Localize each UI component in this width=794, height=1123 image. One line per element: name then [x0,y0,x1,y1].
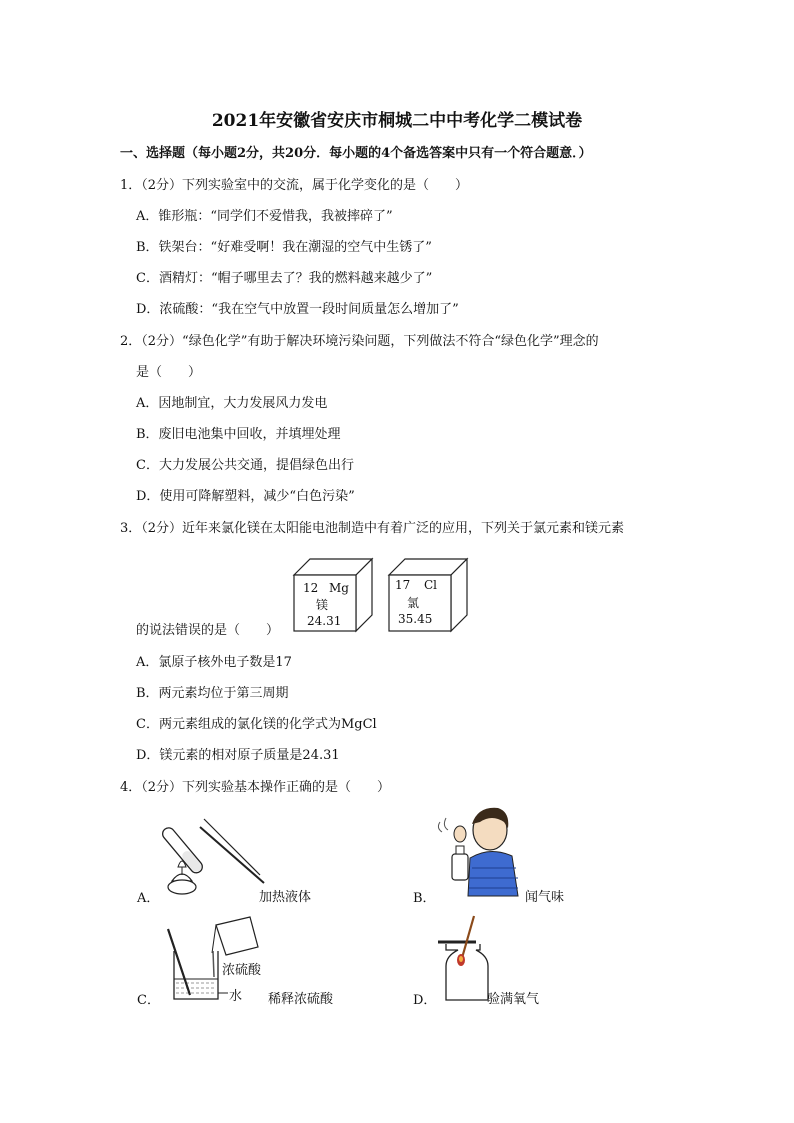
heating-liquid-illustration [160,805,270,897]
smelling-gas-illustration [432,800,524,898]
question-4-stem: 4．（2分）下列实验基本操作正确的是（ ） [120,780,391,795]
q3-option-a: A．氯原子核外电子数是17 [136,655,292,670]
mg-atomic-mass: 24.31 [307,614,342,628]
cl-symbol: Cl [424,578,438,592]
q1-option-c: C．酒精灯：“帽子哪里去了？我的燃料越来越少了” [136,271,433,286]
q3-option-c: C．两元素组成的氯化镁的化学式为MgCl [136,717,377,732]
option-d-caption: 验满氧气 [487,992,540,1007]
option-a-letter: A． [137,891,160,906]
cl-atomic-number: 17 [395,578,411,592]
cl-atomic-mass: 35.45 [398,612,433,626]
option-c-caption: 稀释浓硫酸 [268,992,334,1007]
question-3-stem: 3．（2分）近年来氯化镁在太阳能电池制造中有着广泛的应用，下列关于氯元素和镁元素 [120,521,625,536]
option-b-letter: B． [413,891,436,906]
water-label: 水 [229,989,243,1004]
exam-title: 2021年安徽省安庆市桐城二中中考化学二模试卷 [211,111,583,131]
mg-name: 镁 [316,598,329,612]
diluting-acid-illustration [160,915,270,1005]
acid-label: 浓硫酸 [222,963,262,978]
q3-option-b: B．两元素均位于第三周期 [136,686,289,701]
q2-option-c: C．大力发展公共交通，提倡绿色出行 [136,458,354,473]
option-b-caption: 闻气味 [525,890,565,905]
mg-atomic-number: 12 [303,581,319,595]
mg-symbol: Mg [329,581,349,595]
option-d-letter: D． [413,993,437,1008]
q3-option-d: D．镁元素的相对原子质量是24.31 [136,748,340,763]
section-heading: 一、选择题（每小题2分，共20分．每小题的4个备选答案中只有一个符合题意．） [120,146,592,161]
q1-option-d: D．浓硫酸：“我在空气中放置一段时间质量怎么增加了” [136,302,459,317]
q1-option-b: B．铁架台：“好难受啊！我在潮湿的空气中生锈了” [136,240,432,255]
q2-option-d: D．使用可降解塑料，减少“白色污染” [136,489,355,504]
q2-option-a: A．因地制宜，大力发展风力发电 [136,396,328,411]
question-1-stem: 1．（2分）下列实验室中的交流，属于化学变化的是（ ） [120,178,469,193]
question-3-stem-cont: 的说法错误的是（ ） [136,623,280,638]
option-c-letter: C． [137,993,160,1008]
q2-option-b: B．废旧电池集中回收，并填埋处理 [136,427,341,442]
question-2-stem-cont: 是（ ） [136,365,202,380]
option-a-caption: 加热液体 [259,890,312,905]
cl-name: 氯 [407,596,420,610]
question-2-stem: 2．（2分）“绿色化学”有助于解决环境污染问题，下列做法不符合“绿色化学”理念的 [120,334,599,349]
q1-option-a: A．锥形瓶：“同学们不爱惜我，我被摔碎了” [136,209,393,224]
